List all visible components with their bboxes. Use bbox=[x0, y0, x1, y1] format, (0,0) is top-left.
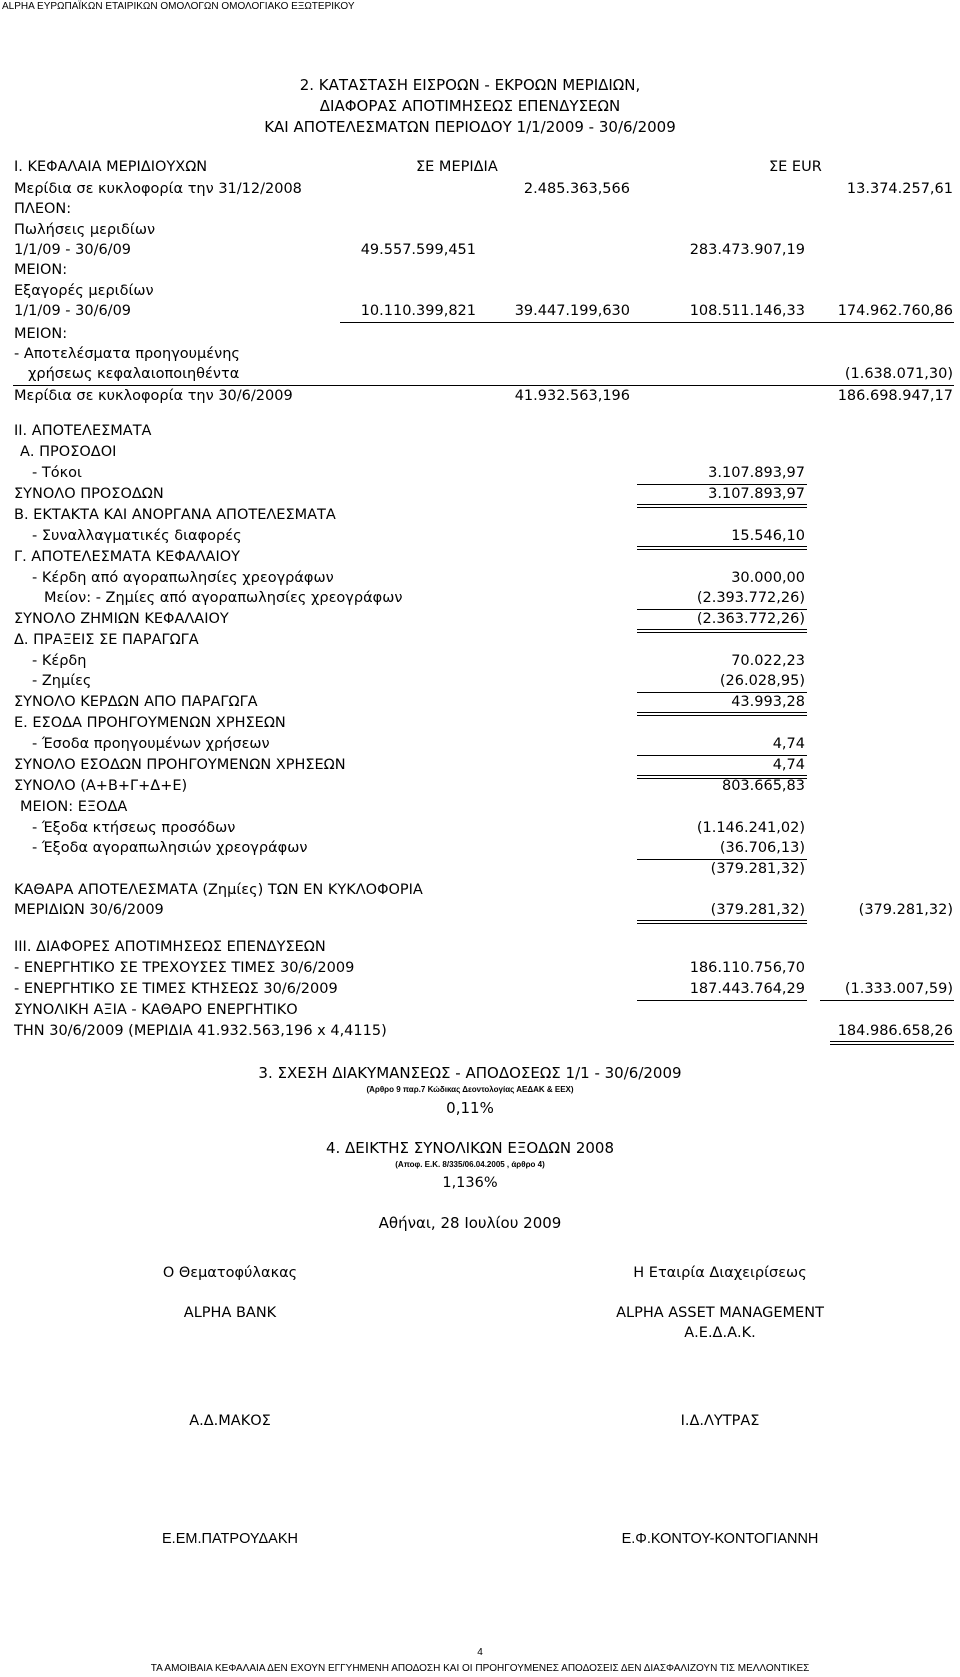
underline-redemptions bbox=[340, 322, 954, 323]
sales-period: 1/1/09 - 30/6/09 bbox=[14, 242, 132, 258]
prior-results-label1: - Αποτελέσματα προηγουμένης bbox=[14, 346, 240, 362]
section2-heading: ΙΙ. ΑΠΟΤΕΛΕΣΜΑΤΑ bbox=[14, 423, 152, 439]
deriv-gains-value: 70.022,23 bbox=[731, 653, 805, 669]
closing-units: 41.932.563,196 bbox=[514, 388, 630, 404]
sales-units: 49.557.599,451 bbox=[360, 242, 476, 258]
redemptions-period: 1/1/09 - 30/6/09 bbox=[14, 303, 132, 319]
cost-label: - ΕΝΕΡΓΗΤΙΚΟ ΣΕ ΤΙΜΕΣ ΚΤΗΣΕΩΣ 30/6/2009 bbox=[14, 981, 338, 997]
left-org: ALPHA BANK bbox=[183, 1305, 277, 1321]
prior-results-eur: (1.638.071,30) bbox=[844, 366, 953, 382]
opening-units: 2.485.363,566 bbox=[523, 181, 630, 197]
a-heading: Α. ΠΡΟΣΟΔΟΙ bbox=[20, 444, 117, 460]
trade-exp-label: - Έξοδα αγοραπωλησιών χρεογράφων bbox=[32, 840, 308, 856]
interest-value: 3.107.893,97 bbox=[708, 465, 805, 481]
section5-value: 1,136% bbox=[442, 1175, 498, 1191]
income-total-label: ΣΥΝΟΛΟ ΠΡΟΣΟΔΩΝ bbox=[14, 486, 164, 502]
capital-total-label: ΣΥΝΟΛΟ ΖΗΜΙΩΝ ΚΕΦΑΛΑΙΟΥ bbox=[14, 611, 229, 627]
gains-label: - Κέρδη από αγοραπωλησίες χρεογράφων bbox=[32, 570, 334, 586]
right-role: Η Εταιρία Διαχειρίσεως bbox=[633, 1265, 807, 1281]
section4-value: 0,11% bbox=[446, 1099, 494, 1117]
title-line3: ΚΑΙ ΑΠΟΤΕΛΕΣΜΑΤΩΝ ΠΕΡΙΟΔΟΥ 1/1/2009 - 30/6/2009 bbox=[264, 118, 676, 136]
nav-value: 184.986.658,26 bbox=[837, 1023, 953, 1039]
title-line1: 2. ΚΑΤΑΣΤΑΣΗ ΕΙΣΡΟΩΝ - ΕΚΡΟΩΝ ΜΕΡΙΔΙΩΝ, bbox=[299, 76, 641, 94]
d-heading: Δ. ΠΡΑΞΕΙΣ ΣΕ ΠΑΡΑΓΩΓΑ bbox=[14, 632, 199, 648]
acq-exp-label: - Έξοδα κτήσεως προσόδων bbox=[32, 820, 236, 836]
trade-exp-value: (36.706,13) bbox=[719, 840, 805, 856]
minus-label: ΜΕΙΟΝ: bbox=[14, 262, 68, 278]
grand-total-label: ΣΥΝΟΛΟ (Α+Β+Γ+Δ+Ε) bbox=[14, 778, 188, 794]
b-heading: Β. ΕΚΤΑΚΤΑ ΚΑΙ ΑΝΟΡΓΑΝΑ ΑΠΟΤΕΛΕΣΜΑΤΑ bbox=[14, 507, 336, 523]
cost-value: 187.443.764,29 bbox=[689, 981, 805, 997]
underline-cost bbox=[637, 1000, 807, 1001]
net-eur: 174.962.760,86 bbox=[837, 303, 953, 319]
prior-income-label: - Έσοδα προηγουμένων χρήσεων bbox=[32, 736, 270, 752]
net-value: (379.281,32) bbox=[710, 902, 805, 918]
deriv-losses-value: (26.028,95) bbox=[719, 673, 805, 689]
left-name1: Α.Δ.ΜΑΚΟΣ bbox=[189, 1413, 271, 1429]
redemptions-units: 10.110.399,821 bbox=[360, 303, 476, 319]
sales-eur: 283.473.907,19 bbox=[689, 242, 805, 258]
nav-label1: ΣΥΝΟΛΙΚΗ ΑΞΙΑ - ΚΑΘΑΡΟ ΕΝΕΡΓΗΤΙΚΟ bbox=[14, 1002, 298, 1018]
plus-label: ΠΛΕΟΝ: bbox=[14, 201, 72, 217]
double-underline-net bbox=[637, 920, 807, 924]
sales-label: Πωλήσεις μεριδίων bbox=[14, 222, 156, 238]
section4-note: (Άρθρο 9 παρ.7 Κώδικας Δεοντολογίας ΑΕΔΑΚ & ΕΕΧ) bbox=[366, 1085, 574, 1094]
closing-eur: 186.698.947,17 bbox=[837, 388, 953, 404]
underline-prior-results bbox=[13, 385, 954, 386]
left-role: Ο Θεματοφύλακας bbox=[162, 1265, 298, 1281]
right-name1: Ι.Δ.ΛΥΤΡΑΣ bbox=[680, 1413, 760, 1429]
header-text: ALPHA ΕΥΡΩΠΑΪΚΩΝ ΕΤΑΙΡΙΚΩΝ ΟΜΟΛΟΓΩΝ ΟΜΟΛΟΓΙΑΚΟ ΕΞΩΤΕΡΙΚΟΥ bbox=[2, 1, 355, 12]
deriv-total-label: ΣΥΝΟΛΟ ΚΕΡΔΩΝ ΑΠΟ ΠΑΡΑΓΩΓΑ bbox=[14, 694, 258, 710]
fx-value: 15.546,10 bbox=[731, 528, 805, 544]
double-underline-nav bbox=[830, 1041, 954, 1045]
current-value: 186.110.756,70 bbox=[689, 960, 805, 976]
current-label: - ΕΝΕΡΓΗΤΙΚΟ ΣΕ ΤΡΕΧΟΥΣΕΣ ΤΙΜΕΣ 30/6/2009 bbox=[14, 960, 355, 976]
underline-deriv-losses bbox=[637, 692, 807, 693]
e-heading: Ε. ΕΣΟΔΑ ΠΡΟΗΓΟΥΜΕΝΩΝ ΧΡΗΣΕΩΝ bbox=[14, 715, 286, 731]
section5-heading: 4. ΔΕΙΚΤΗΣ ΣΥΝΟΛΙΚΩΝ ΕΞΟΔΩΝ 2008 bbox=[325, 1139, 615, 1157]
net-eur: (379.281,32) bbox=[858, 902, 953, 918]
underline-prior-income bbox=[637, 755, 807, 756]
expenses-heading: ΜΕΙΟΝ: ΕΞΟΔΑ bbox=[20, 799, 128, 815]
prior-results-label2: χρήσεως κεφαλαιοποιηθέντα bbox=[28, 366, 240, 382]
title-line2: ΔΙΑΦΟΡΑΣ ΑΠΟΤΙΜΗΣΕΩΣ ΕΠΕΝΔΥΣΕΩΝ bbox=[319, 97, 621, 115]
underline-losses bbox=[637, 609, 807, 610]
underline-trade-exp bbox=[637, 859, 807, 860]
left-name2: Ε.ΕΜ.ΠΑΤΡΟΥΔΑΚΗ bbox=[162, 1531, 298, 1547]
minus2-label: ΜΕΙΟΝ: bbox=[14, 326, 68, 342]
double-underline-fx bbox=[637, 546, 807, 550]
section4-heading: 3. ΣΧΕΣΗ ΔΙΑΚΥΜΑΝΣΕΩΣ - ΑΠΟΔΟΣΕΩΣ 1/1 - 30/6/2009 bbox=[258, 1064, 682, 1082]
net-units: 39.447.199,630 bbox=[514, 303, 630, 319]
double-underline-deriv bbox=[637, 712, 807, 716]
capital-total-value: (2.363.772,26) bbox=[696, 611, 805, 627]
col-units-header: ΣΕ ΜΕΡΙΔΙΑ bbox=[416, 159, 498, 175]
right-org1: ALPHA ASSET MANAGEMENT bbox=[616, 1305, 824, 1321]
right-name2: Ε.Φ.ΚΟΝΤΟΥ-ΚΟΝΤΟΓΙΑΝΝΗ bbox=[621, 1531, 819, 1547]
section5-note: (Αποφ. Ε.Κ. 8/335/06.04.2005 , άρθρο 4) bbox=[395, 1160, 545, 1169]
double-underline-capital bbox=[637, 629, 807, 633]
opening-eur: 13.374.257,61 bbox=[846, 181, 953, 197]
col-eur-header: ΣΕ EUR bbox=[769, 159, 822, 175]
deriv-losses-label: - Ζημίες bbox=[32, 673, 92, 689]
net-label2: ΜΕΡΙΔΙΩΝ 30/6/2009 bbox=[14, 902, 164, 918]
acq-exp-value: (1.146.241,02) bbox=[696, 820, 805, 836]
place-date: Αθήναι, 28 Ιουλίου 2009 bbox=[378, 1214, 562, 1232]
prior-total-value: 4,74 bbox=[772, 757, 805, 773]
footer-text: ΤΑ ΑΜΟΙΒΑΙΑ ΚΕΦΑΛΑΙΑ ΔΕΝ ΕΧΟΥΝ ΕΓΓΥΗΜΕΝΗ ΑΠΟΔΟΣΗ ΚΑΙ ΟΙ ΠΡΟΗΓΟΥΜΕΝΕΣ ΑΠΟΔΟΣΕΙΣ ΔΕΝ ΔΙΑΣΦΑΛΙΖΟΥΝ ΤΙΣ ΜΕΛΛΟΝΤΙΚΕΣ bbox=[150, 1663, 810, 1674]
double-underline-income bbox=[637, 504, 807, 508]
fx-label: - Συναλλαγματικές διαφορές bbox=[32, 528, 242, 544]
diff-value: (1.333.007,59) bbox=[844, 981, 953, 997]
section3-heading: ΙΙΙ. ΔΙΑΦΟΡΕΣ ΑΠΟΤΙΜΗΣΕΩΣ ΕΠΕΝΔΥΣΕΩΝ bbox=[14, 939, 326, 955]
losses-label: Μείον: - Ζημίες από αγοραπωλησίες χρεογράφων bbox=[44, 590, 403, 606]
grand-total-value: 803.665,83 bbox=[721, 778, 805, 794]
underline-diff bbox=[820, 1000, 954, 1001]
underline-interest bbox=[637, 484, 807, 485]
sub-total-value: (379.281,32) bbox=[710, 861, 805, 877]
c-heading: Γ. ΑΠΟΤΕΛΕΣΜΑΤΑ ΚΕΦΑΛΑΙΟΥ bbox=[14, 549, 240, 565]
page-number: 4 bbox=[477, 1647, 483, 1658]
prior-income-value: 4,74 bbox=[772, 736, 805, 752]
redemptions-label: Εξαγορές μεριδίων bbox=[14, 283, 154, 299]
redemptions-eur: 108.511.146,33 bbox=[689, 303, 805, 319]
income-total-value: 3.107.893,97 bbox=[708, 486, 805, 502]
nav-label2: ΤΗΝ 30/6/2009 (ΜΕΡΙΔΙΑ 41.932.563,196 x 4,4115) bbox=[14, 1023, 387, 1039]
prior-total-label: ΣΥΝΟΛΟ ΕΣΟΔΩΝ ΠΡΟΗΓΟΥΜΕΝΩΝ ΧΡΗΣΕΩΝ bbox=[14, 757, 346, 773]
losses-value: (2.393.772,26) bbox=[696, 590, 805, 606]
net-label1: ΚΑΘΑΡΑ ΑΠΟΤΕΛΕΣΜΑΤΑ (Ζημίες) ΤΩΝ ΕΝ ΚΥΚΛΟΦΟΡΙΑ bbox=[14, 882, 423, 898]
gains-value: 30.000,00 bbox=[731, 570, 805, 586]
deriv-gains-label: - Κέρδη bbox=[32, 653, 87, 669]
opening-label: Μερίδια σε κυκλοφορία την 31/12/2008 bbox=[14, 181, 302, 197]
right-org2: Α.Ε.Δ.Α.Κ. bbox=[684, 1325, 756, 1341]
closing-label: Μερίδια σε κυκλοφορία την 30/6/2009 bbox=[14, 388, 293, 404]
interest-label: - Τόκοι bbox=[32, 465, 82, 481]
section1-heading: Ι. ΚΕΦΑΛΑΙΑ ΜΕΡΙΔΙΟΥΧΩΝ bbox=[14, 159, 208, 175]
deriv-total-value: 43.993,28 bbox=[731, 694, 805, 710]
